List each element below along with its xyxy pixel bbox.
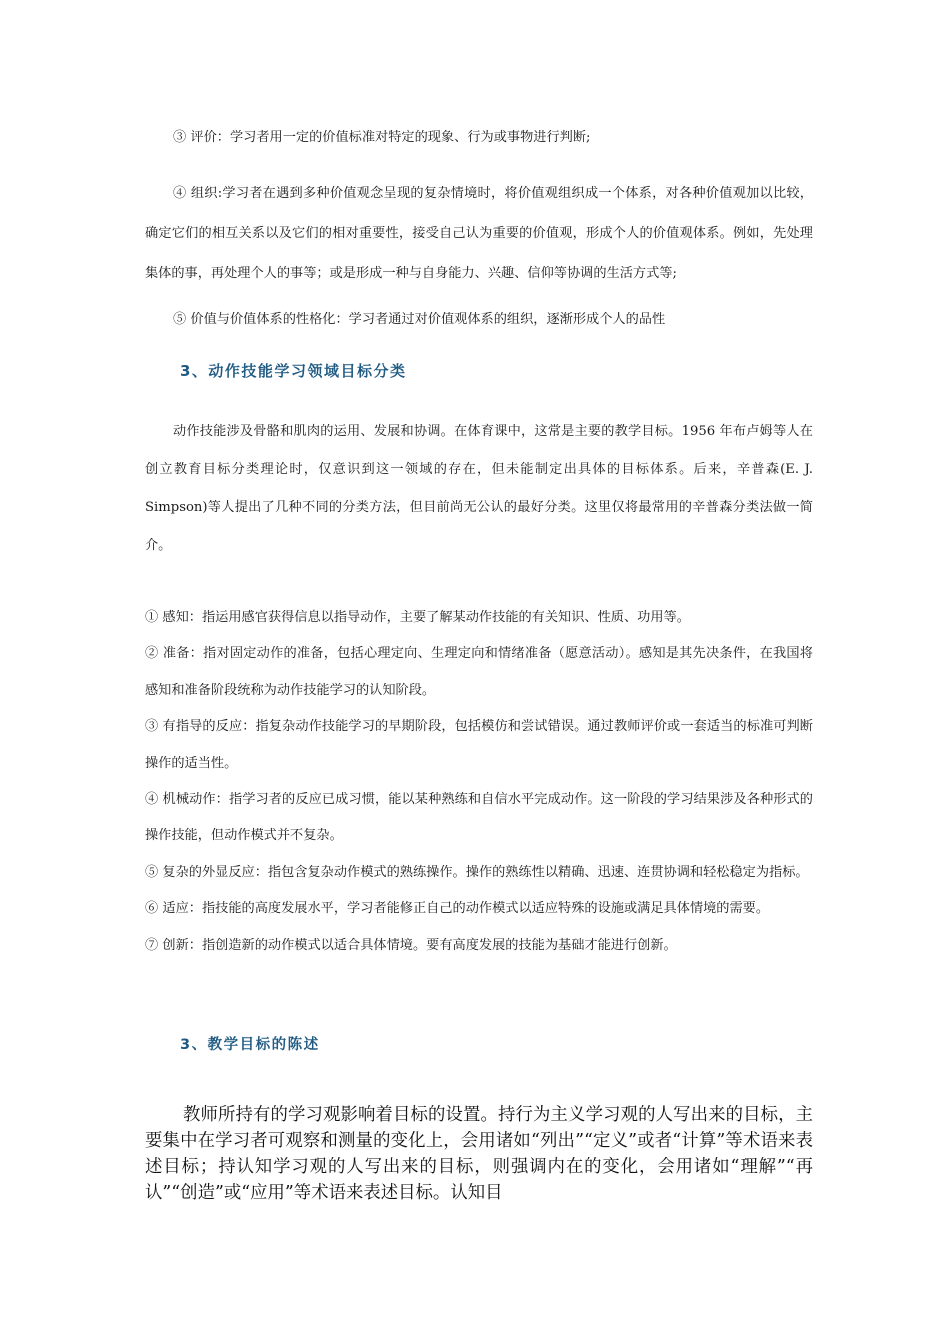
objective-statement-paragraph: 教师所持有的学习观影响着目标的设置。持行为主义学习观的人写出来的目标，主要集中在学习者可观察和测量的变化上，会用诸如“列出”“定义”或者“计算”等术语来表述目标；持认知学习观的人写出来的目标，则强调内在的变化，会用诸如“理解”“再认”“创造”或“应用”等术语来表述目标。认知目 (145, 1105, 813, 1203)
motor-skills-list (145, 600, 813, 964)
list-item: ② 准备：指对固定动作的准备，包括心理定向、生理定向和情绪准备（愿意活动）。感知是其先决条件，在我国将感知和准备阶段统称为动作技能学习的认知阶段。 (145, 646, 813, 698)
list-item: ③ 有指导的反应：指复杂动作技能学习的早期阶段，包括模仿和尝试错误。通过教师评价或一套适当的标准可判断操作的适当性。 (145, 719, 813, 771)
list-item: ① 感知：指运用感官获得信息以指导动作，主要了解某动作技能的有关知识、性质、功用等。 (145, 610, 690, 625)
list-item: ④ 机械动作：指学习者的反应已成习惯，能以某种熟练和自信水平完成动作。这一阶段的学习结果涉及各种形式的操作技能，但动作模式并不复杂。 (145, 792, 813, 844)
section-heading-objective-statement: 3、教学目标的陈述 (180, 1037, 320, 1053)
motor-skills-intro: 动作技能涉及骨骼和肌肉的运用、发展和协调。在体育课中，这常是主要的教学目标。1956 年布卢姆等人在创立教育目标分类理论时，仅意识到这一领域的存在，但未能制定出具体的目标体系。后来，辛普森(E. J. Simpson)等人提出了几种不同的分类方法，但目前尚无公认的最好分类。这里仅将最常用的辛普森分类法做一简介。 (145, 424, 813, 553)
section-heading-motor-skills: 3、动作技能学习领域目标分类 (180, 362, 407, 380)
affective-item-characterization: ⑤ 价值与价值体系的性格化：学习者通过对价值观体系的组织，逐渐形成个人的品性 (173, 312, 666, 327)
list-item: ⑤ 复杂的外显反应：指包含复杂动作模式的熟练操作。操作的熟练性以精确、迅速、连贯协调和轻松稳定为指标。 (145, 864, 809, 880)
list-item: ⑥ 适应：指技能的高度发展水平，学习者能修正自己的动作模式以适应特殊的设施或满足具体情境的需要。 (145, 901, 770, 917)
list-item: ⑦ 创新：指创造新的动作模式以适合具体情境。要有高度发展的技能为基础才能进行创新。 (145, 937, 677, 953)
affective-item-organization: ④ 组织:学习者在遇到多种价值观念呈现的复杂情境时，将价值观组织成一个体系，对各种价值观加以比较，确定它们的相互关系以及它们的相对重要性，接受自己认为重要的价值观，形成个人的价值观体系。例如，先处理集体的事，再处理个人的事等；或是形成一种与自身能力、兴趣、信仰等协调的生活方式等; (145, 186, 813, 281)
affective-item-evaluation: ③ 评价：学习者用一定的价值标准对特定的现象、行为或事物进行判断; (173, 130, 591, 145)
